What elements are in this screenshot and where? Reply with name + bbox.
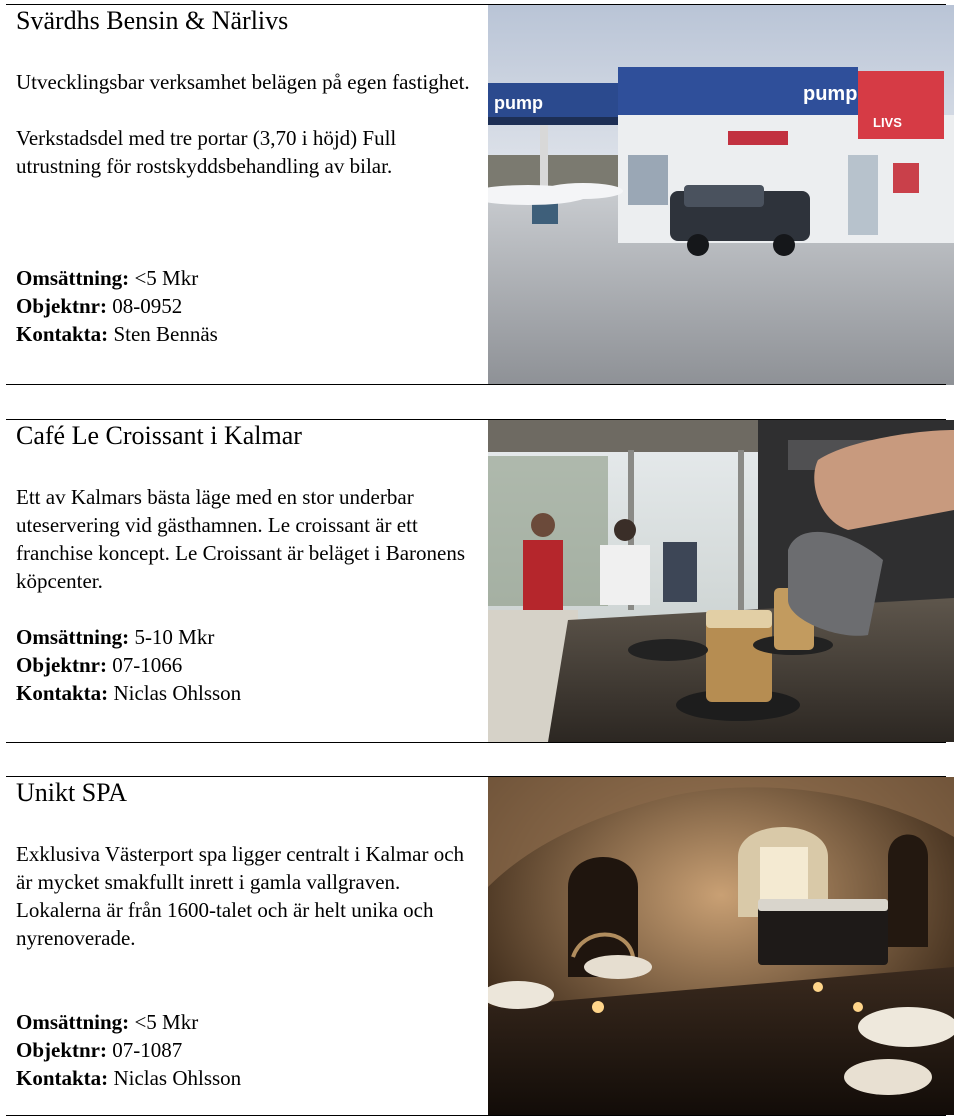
listing-bottom-rule xyxy=(6,1115,946,1116)
shop-sign: LIVS xyxy=(873,115,902,130)
turnover-value: <5 Mkr xyxy=(134,266,199,290)
contact-label: Kontakta: xyxy=(16,322,109,346)
object-number: 07-1087 xyxy=(112,1038,183,1062)
turnover-label: Omsättning: xyxy=(16,1010,130,1034)
object-line xyxy=(16,651,472,679)
contact-label: Kontakta: xyxy=(16,1066,109,1090)
canopy-sign: pump xyxy=(494,93,543,113)
contact-line xyxy=(16,679,472,707)
listing-description: Exklusiva Västerport spa ligger centralt i Kalmar och är mycket smakfullt inrett i gamla vallgraven. Lokalerna är från 1600-talet och är helt unika och nyrenoverade. xyxy=(16,842,465,950)
turnover-label: Omsättning: xyxy=(16,625,130,649)
object-number: 08-0952 xyxy=(112,294,183,318)
listing-1-text xyxy=(16,6,472,348)
turnover-line xyxy=(16,1008,472,1036)
listing-bottom-rule xyxy=(6,384,946,385)
listing-description: Ett av Kalmars bästa läge med en stor underbar uteservering vid gästhamnen. Le croissant är ett franchise koncept. Le Croissant är beläget i Baronens köpcenter. xyxy=(16,485,466,593)
gas-station-photo xyxy=(488,5,954,385)
cafe-photo xyxy=(488,420,954,742)
listing-description: Utvecklingsbar verksamhet belägen på egen fastighet. xyxy=(16,70,470,94)
object-label: Objektnr: xyxy=(16,653,107,677)
object-label: Objektnr: xyxy=(16,294,107,318)
listing-title: Svärdhs Bensin & Närlivs xyxy=(16,6,289,35)
contact-name: Niclas Ohlsson xyxy=(113,681,242,705)
contact-name: Sten Bennäs xyxy=(113,322,218,346)
object-line xyxy=(16,1036,472,1064)
turnover-value: <5 Mkr xyxy=(134,1010,199,1034)
listing-3-text xyxy=(16,778,472,1092)
turnover-line xyxy=(16,623,472,651)
object-line xyxy=(16,292,472,320)
listing-title: Unikt SPA xyxy=(16,778,128,807)
listing-title: Café Le Croissant i Kalmar xyxy=(16,421,302,450)
building-sign: pump xyxy=(803,83,858,105)
turnover-label: Omsättning: xyxy=(16,266,130,290)
object-number: 07-1066 xyxy=(112,653,183,677)
contact-line xyxy=(16,1064,472,1092)
listing-bottom-rule xyxy=(6,742,946,743)
turnover-value: 5-10 Mkr xyxy=(134,625,215,649)
spa-photo xyxy=(488,777,954,1115)
listing-2-text xyxy=(16,421,472,707)
object-label: Objektnr: xyxy=(16,1038,107,1062)
contact-label: Kontakta: xyxy=(16,681,109,705)
turnover-line xyxy=(16,264,472,292)
contact-name: Niclas Ohlsson xyxy=(113,1066,242,1090)
listing-description: Verkstadsdel med tre portar (3,70 i höjd) Full utrustning för rostskyddsbehandling av bilar. xyxy=(16,126,397,178)
contact-line xyxy=(16,320,472,348)
